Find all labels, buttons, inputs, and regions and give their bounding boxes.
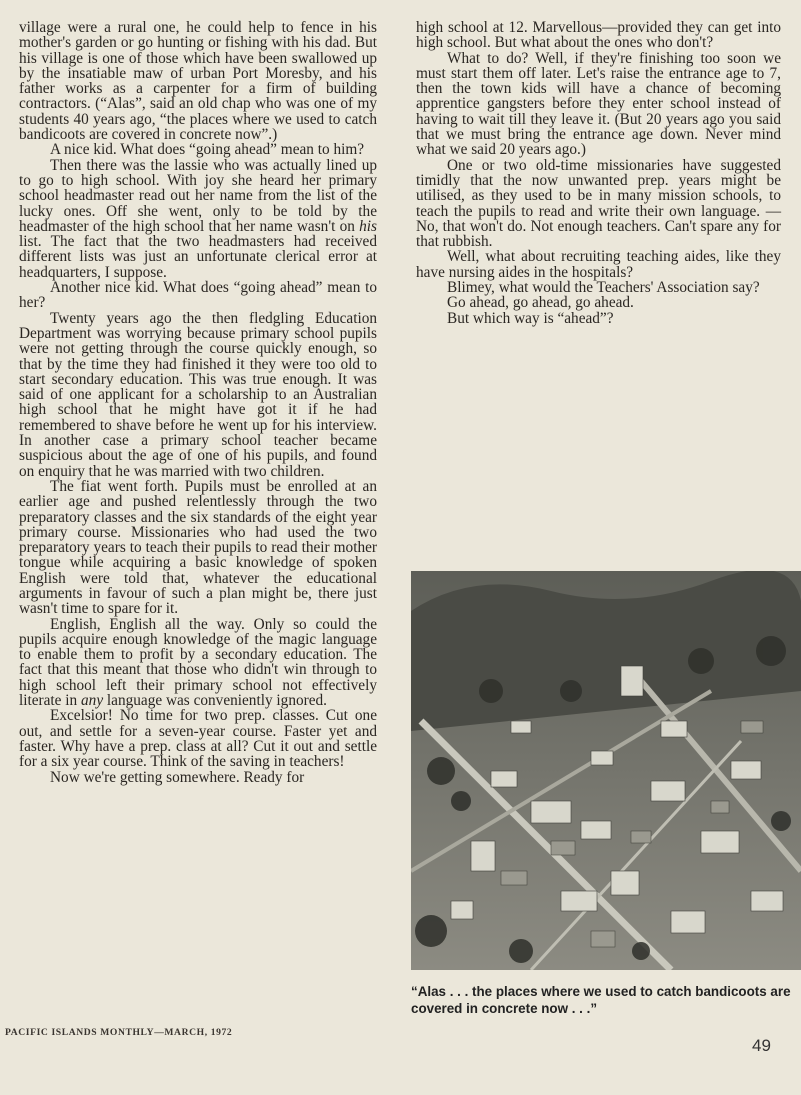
paragraph: Excelsior! No time for two prep. classes. Cut one out, and settle for a seven-year course. Faster yet and faster. Why have a prep. class at all? Cut it out and settle for a six year course. Think of the saving in teachers! [19, 707, 377, 771]
paragraph: Twenty years ago the then fledgling Education Department was worrying because primary school pupils were not getting through the course quickly enough, so that by the time they had finished it they were too old to start secondary education. This was true enough. It was said of one applicant for a scholarship to an Australian high school that he might have got it if he had remembered to shave before he went up for his interview. In another case a primary school teacher became suspicious about the age of one of his pupils, and found on enquiry that he was married with two children. [19, 309, 377, 480]
aerial-town-illustration [411, 571, 801, 970]
paragraph: What to do? Well, if they're finishing too soon we must start them off later. Let's raise the entrance age to 7, then the town kids will have a chance of becoming apprentice gangsters before they enter school instead of having to wait till they leave it. (But 20 years ago you said that we must bring the entrance age down. Never mind what we said 20 years ago.) [416, 49, 781, 159]
paragraph: The fiat went forth. Pupils must be enrolled at an earlier age and pushed relentlessly through the two preparatory classes and the six standards of the eight year primary course. Missionaries who had used the two preparatory years to teach their pupils to read their mother tongue while acquiring a basic knowledge of spoken English were told that, whatever the educational arguments in favour of such a plan might be, there just wasn't time to spare for it. [19, 477, 377, 618]
paragraph: But which way is “ahead”? [447, 309, 614, 327]
text-run: Then there was the lassie who was actually lined up to go to high school. With joy she heard her primary school headmaster read out her name from the list of the lucky ones. Off she went, only to be told by the headmaster of the high school that her name wasn't on [19, 156, 377, 235]
running-footer: PACIFIC ISLANDS MONTHLY—MARCH, 1972 [5, 1027, 233, 1038]
text-run: English, English all the way. Only so could the pupils acquire enough knowledge of the magic language to enable them to profit by a secondary education. The fact that this meant that those who didn't win through to high school left their primary school not effectively literate in [19, 615, 377, 710]
paragraph: Another nice kid. What does “going ahead” mean to her? [19, 279, 377, 312]
paragraph: One or two old-time missionaries have suggested timidly that the now unwanted prep. years might be utilised, as they used to be in many mission schools, to teach the pupils to read and write their own language. — No, that won't do. Not enough teachers. Can't spare any for that rubbish. [416, 156, 781, 251]
paragraph: Now we're getting somewhere. Ready for [50, 768, 305, 786]
paragraph: high school at 12. Marvellous—provided they can get into high school. But what about the ones who don't? [416, 19, 781, 52]
text-run: list. The fact that the two headmasters had received different lists was just an unfortunate clerical error at headquarters, I suppose. [19, 233, 377, 281]
page-number: 49 [752, 1036, 771, 1055]
text-run: language was conveniently ignored. [103, 692, 327, 710]
paragraph: Well, what about recruiting teaching aides, like they have nursing aides in the hospitals? [416, 248, 781, 281]
photo-caption: “Alas . . . the places where we used to catch bandicoots are covered in concrete now . . .” [411, 984, 791, 1016]
article-left-column [19, 20, 377, 785]
paragraph: Blimey, what would the Teachers' Association say? [447, 279, 760, 297]
emphasis: his [359, 217, 377, 235]
paragraph: A nice kid. What does “going ahead” mean to him? [50, 141, 365, 159]
paragraph [19, 158, 377, 280]
aerial-town-photo [411, 571, 801, 970]
emphasis: any [81, 692, 104, 710]
article-right-column [416, 20, 781, 326]
paragraph: village were a rural one, he could help to fence in his mother's garden or go hunting or fishing with his dad. But his village is one of those which have been swallowed up by the insatiable maw of urban Port Moresby, and his father works as a carpenter for a firm of building contractors. (“Alas”, said an old chap who was one of my students 40 years ago, “the places where we used to catch bandicoots are covered in concrete now”.) [19, 19, 377, 144]
paragraph [19, 617, 377, 709]
paragraph: Go ahead, go ahead, go ahead. [447, 294, 634, 312]
